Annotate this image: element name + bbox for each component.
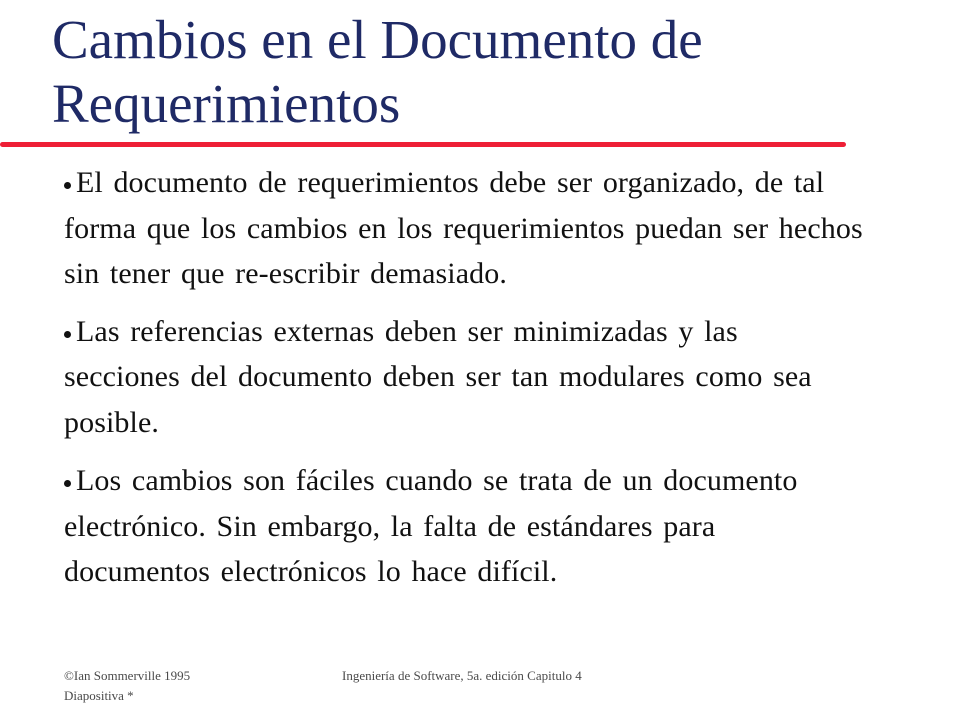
footer-author: ©Ian Sommerville 1995 — [64, 668, 191, 683]
footer-slide-number: Diapositiva * — [64, 688, 134, 703]
bullet-dot-icon — [64, 182, 71, 189]
bullet-text: Los cambios son fáciles cuando se trata de un documento electrónico. Sin embargo, la falta de estándares para documentos electrónicos lo hace difícil. — [64, 464, 798, 588]
bullet-text: Las referencias externas deben ser minimizadas y las secciones del documento deben ser tan modulares como sea posible. — [64, 314, 812, 439]
footer-book: Ingeniería de Software, 5a. edición Capitulo 4 — [342, 668, 582, 683]
bullet-text: El documento de requerimientos debe ser organizado, de tal forma que los cambios en los requerimientos puedan ser hechos sin tener que re-escribir demasiado. — [64, 166, 863, 290]
bullet-item — [64, 458, 864, 595]
title-underline — [0, 142, 846, 147]
bullet-dot-icon — [64, 331, 71, 338]
bullet-item — [64, 309, 864, 446]
slide-title: Cambios en el Documento de Requerimientos — [52, 9, 703, 134]
footer-copyright — [64, 666, 190, 706]
bullet-dot-icon — [64, 480, 71, 487]
bullet-list — [64, 160, 864, 607]
bullet-item — [64, 160, 864, 297]
